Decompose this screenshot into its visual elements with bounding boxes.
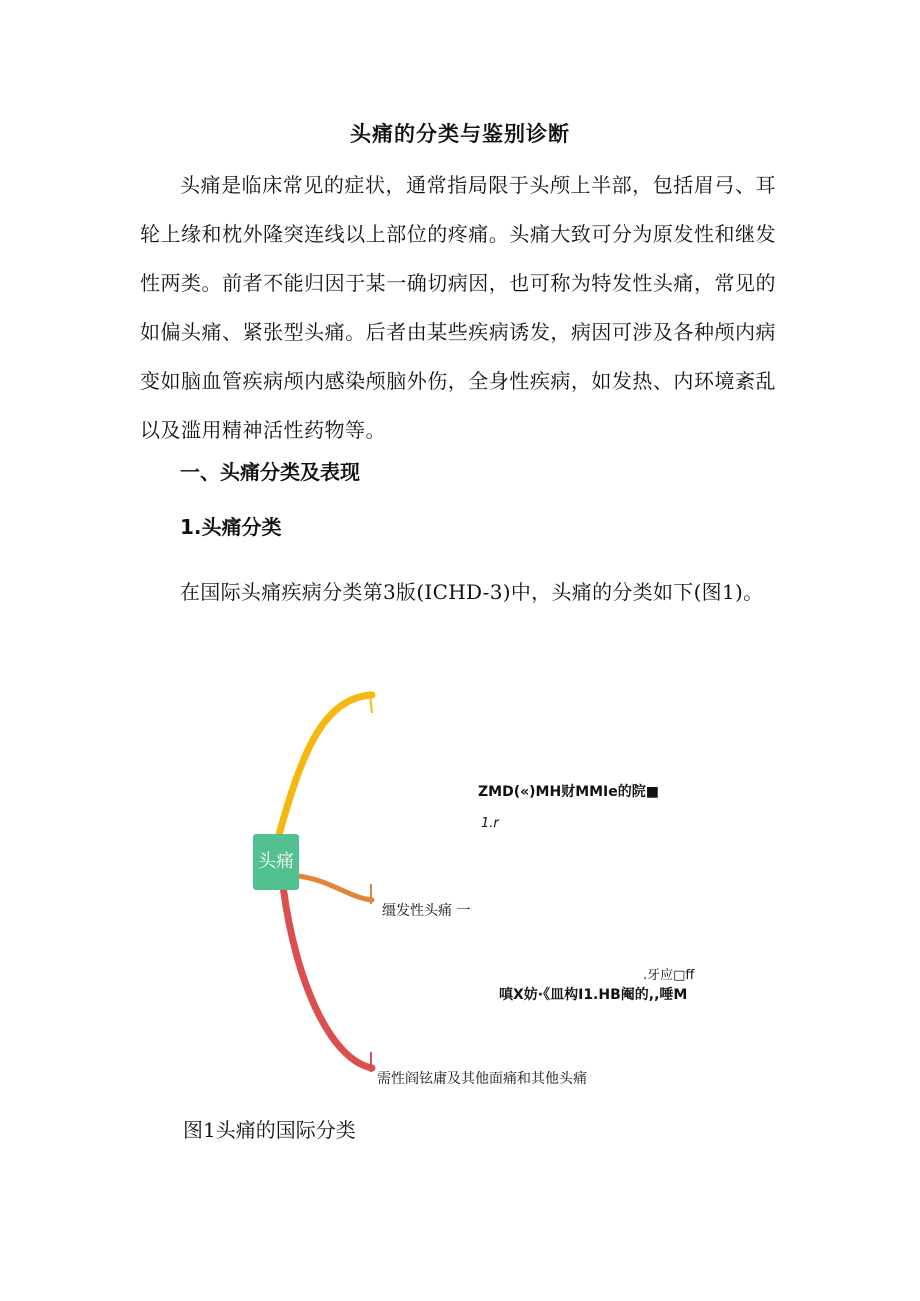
mindmap-center-node: 头痛: [253, 834, 299, 890]
figure-caption: 图1头痛的国际分类: [183, 1118, 356, 1142]
mindmap-label-primary-sub: 1.r: [481, 816, 499, 831]
intro-paragraph: 头痛是临床常见的症状，通常指局限于头颅上半部，包括眉弓、耳轮上缘和枕外隆突连线以上部位的疼痛。头痛大致可分为原发性和继发性两类。前者不能归因于某一确切病因，也可称为特发性头痛，常见的如偏头痛、紧张型头痛。后者由某些疾病诱发，病因可涉及各种颅内病变如脑血管疾病颅内感染颅脑外伤，全身性疾病，如发热、内环境紊乱以及滥用精神活性药物等。: [140, 173, 776, 442]
section-heading: 一、头痛分类及表现: [180, 460, 360, 484]
document-title: 头痛的分类与鉴别诊断: [350, 122, 570, 146]
branch-bottom: [283, 886, 372, 1068]
branch-top: [278, 695, 372, 838]
mindmap-label-primary: ZMD(«)MH财MMIe的院■: [478, 784, 659, 800]
mindmap-label-secondary-sub-b: 嗔X妨·《皿构I1.HB阉的,,唾M: [499, 987, 688, 1003]
mindmap-label-neuralgia: 需性阎铉庸及其他面痛和其他头痛: [377, 1071, 587, 1087]
mindmap-branches: [240, 680, 720, 1100]
mindmap-label-secondary-sub-a: .牙应□ff: [643, 968, 695, 983]
figure-intro-text: 在国际头痛疾病分类第3版(ICHD-3)中，头痛的分类如下(图1)。: [180, 580, 764, 604]
mindmap-label-secondary: 缰发性头痛 一: [382, 903, 471, 919]
subsection-heading: 1.头痛分类: [180, 515, 282, 539]
branch-middle: [298, 876, 372, 900]
